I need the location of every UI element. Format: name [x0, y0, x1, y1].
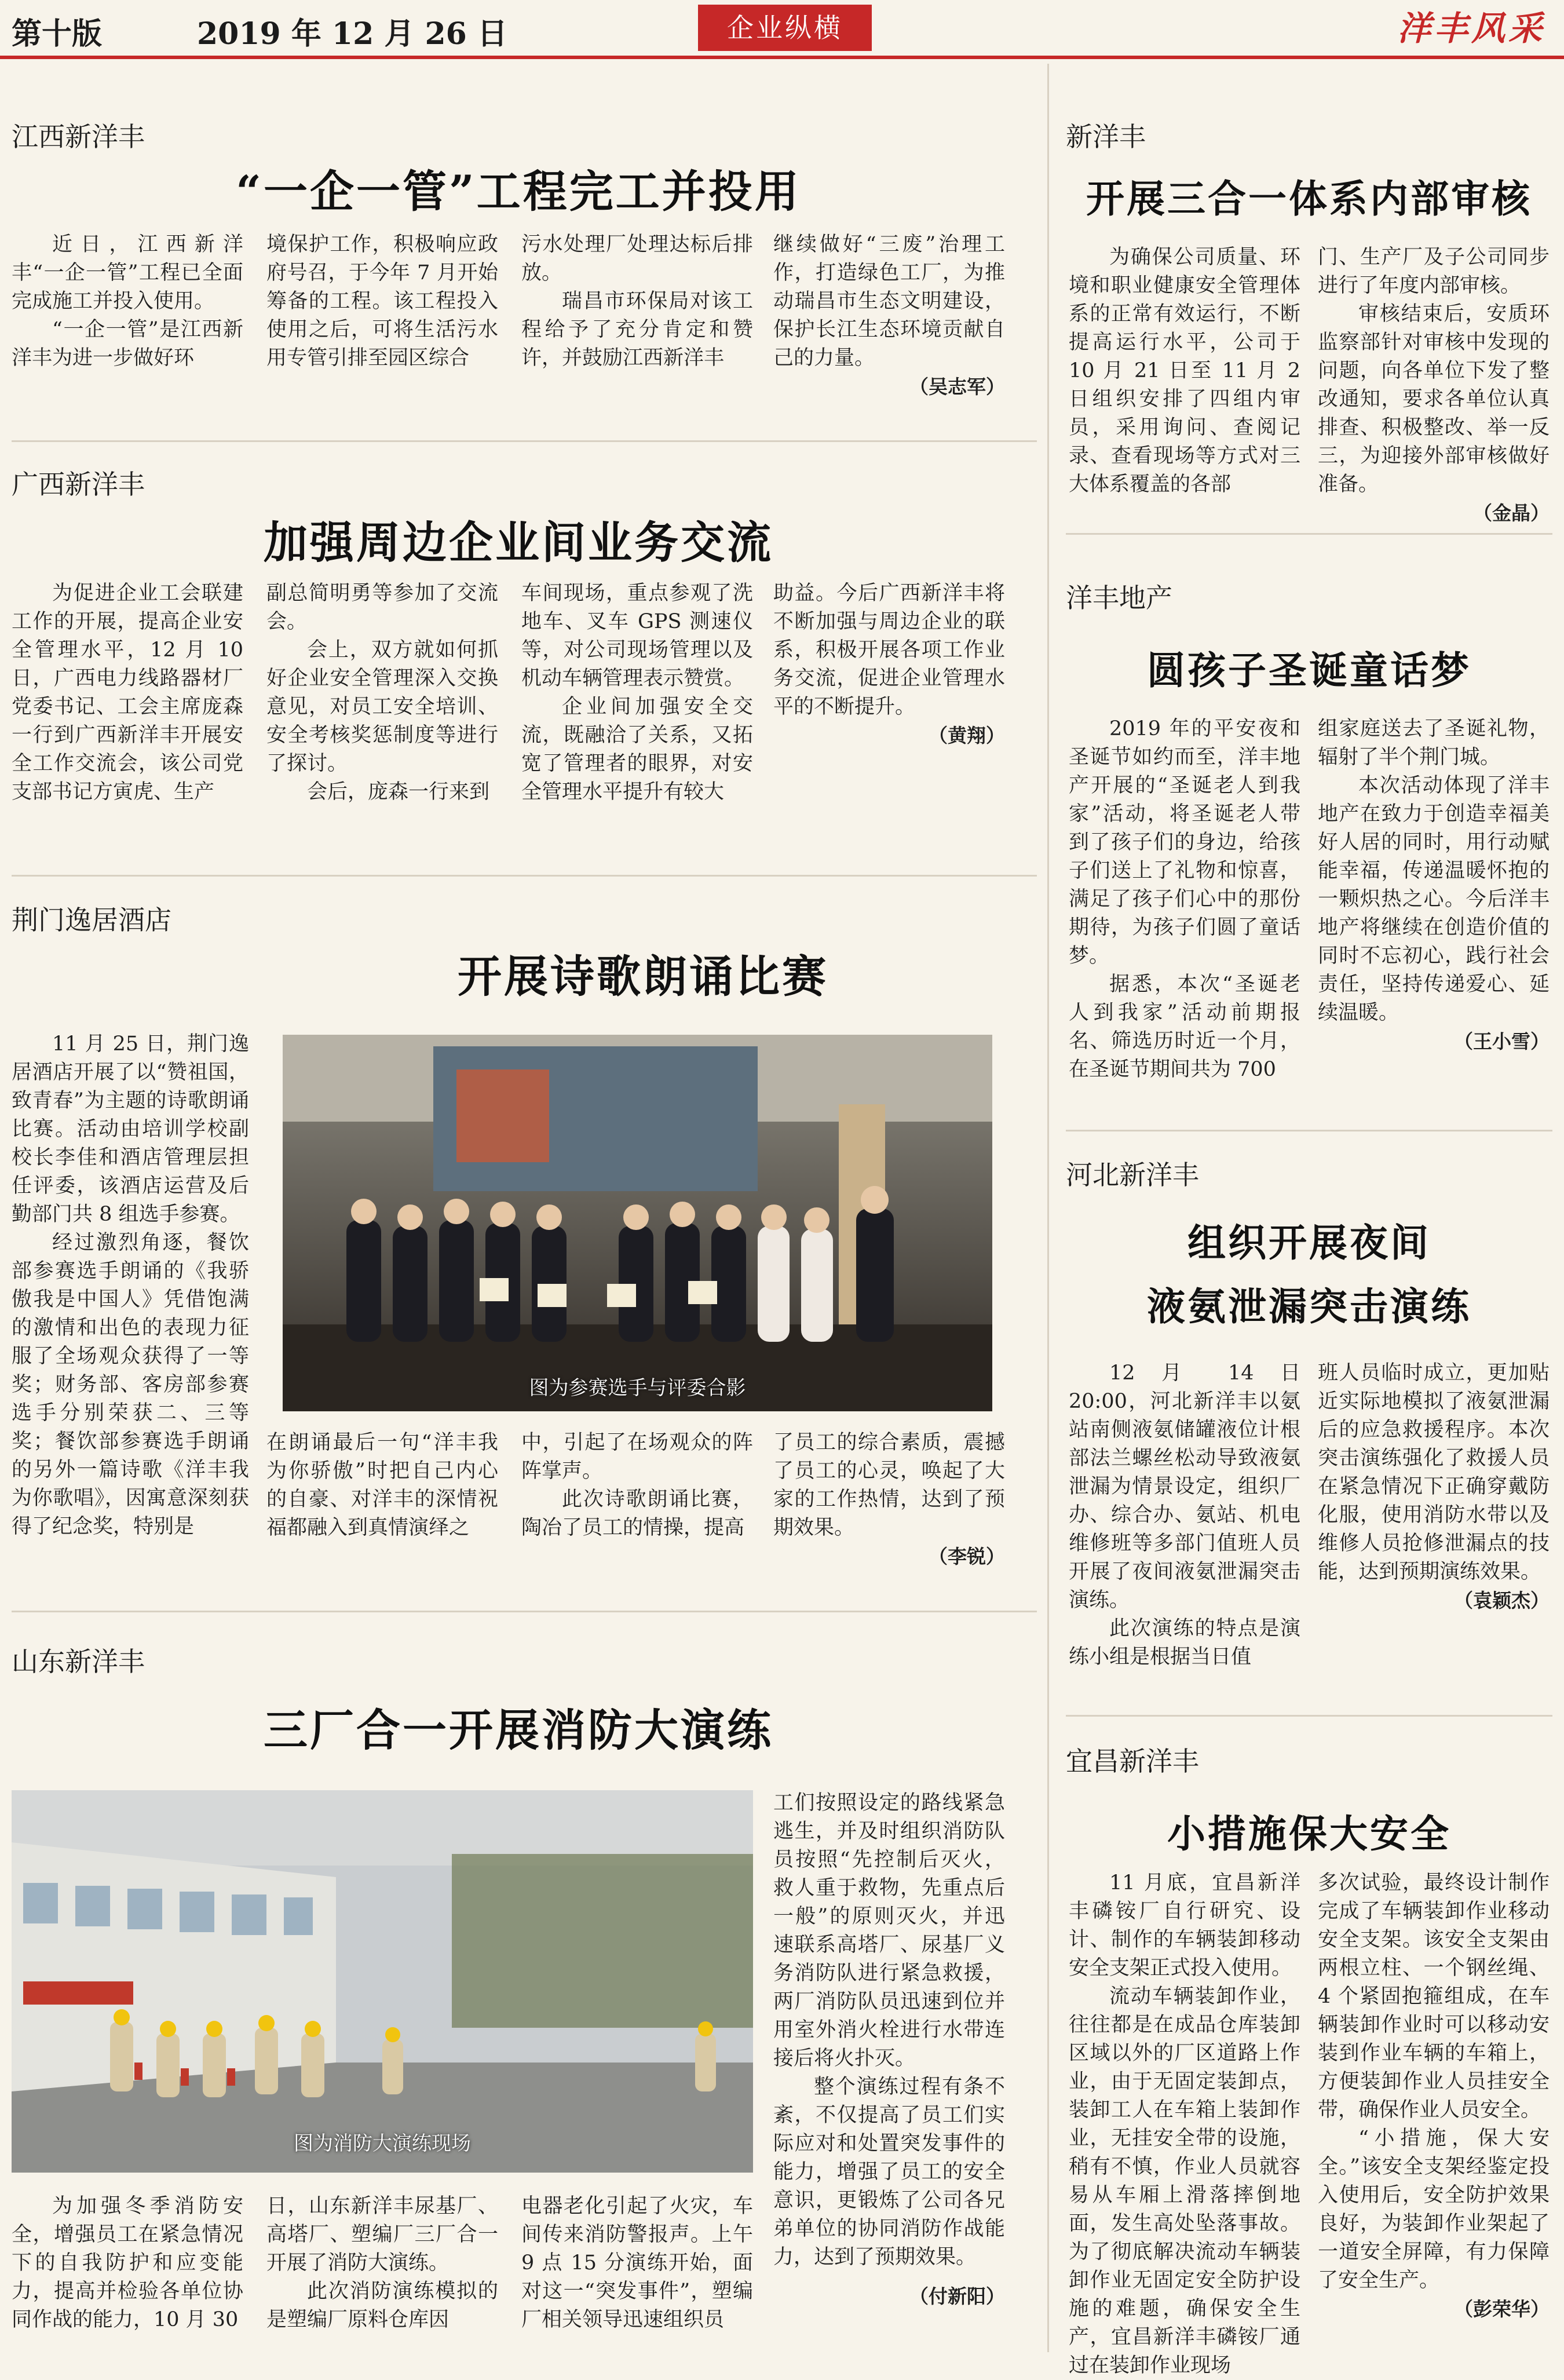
hebei-byline: （袁颖杰） [1454, 1589, 1550, 1612]
jiangxi-kicker: 江西新洋丰 [12, 121, 145, 152]
xinyangfeng-headline: 开展三合一体系内部审核 [1086, 176, 1532, 221]
hebei-col-2: 班人员临时成立，更加贴近实际地模拟了液氨泄漏后的应急救援程序。本次突击演练强化了救援人员在紧急情况下正确穿戴防化服，使用消防水带以及维修人员抢修泄漏点的技能，达到预期演练效果。 （袁颖杰） [1318, 1359, 1550, 1615]
xinyangfeng-kicker: 新洋丰 [1066, 121, 1146, 152]
jiangxi-col-1: 近日，江西新洋丰“一企一管”工程已全面完成施工并投入使用。 “一企一管”是江西新洋丰为进一步做好环 [12, 233, 243, 370]
section-rule [1066, 1715, 1552, 1717]
shandong-col-4: 工们按照设定的路线紧急逃生，并及时组织消防队员按照“先控制后灭火，救人重于救物，先重点后一般”的原则灭火，并迅速联系高塔厂、尿基厂义务消防队进行紧急救援，两厂消防队员迅速到位并用室外消火栓进行水带连接后将火扑灭。 整个演练过程有条不紊，不仅提高了员工们实际应对和处置突发事件的能力，增强了员工的安全意识，更锻炼了公司各兄弟单位的协同消防作战能力，达到了预期效果。 （付新阳） [773, 1789, 1005, 2310]
realestate-col-1: 2019 年的平安夜和圣诞节如约而至，洋丰地产开展的“圣诞老人到我家”活动，将圣诞老人带到了孩子们的身边，给孩子们送上了礼物和惊喜，满足了孩子们心中的那份期待，为孩子们圆了童话梦。 据悉，本次“圣诞老人到我家”活动前期报名、筛选历时近一个月，在圣诞节期间共为 700 [1069, 717, 1300, 1081]
jiangxi-col-2: 境保护工作，积极响应政府号召，于今年 7 月开始筹备的工程。该工程投入使用之后，可将生活污水用专管引排至园区综合 [266, 233, 498, 370]
section-rule [12, 875, 1037, 877]
hebei-col-1: 12 月 14 日 20:00，河北新洋丰以氨站南侧液氨储罐液位计根部法兰螺丝松动导致液氨泄漏为情景设定，组织厂办、综合办、氨站、机电维修班等多部门值班人员开展了夜间液氨泄漏突击演练。 此次演练的特点是演练小组是根据当日值 [1069, 1361, 1300, 1669]
guangxi-headline: 加强周边企业间业务交流 [264, 517, 773, 568]
poetry-contest-photo [283, 1035, 992, 1411]
issue-date: 2019 年 12 月 26 日 [197, 16, 507, 52]
fire-drill-photo [12, 1790, 753, 2173]
realestate-byline: （王小雪） [1454, 1030, 1550, 1053]
guangxi-byline: （黄翔） [929, 724, 1005, 747]
shandong-col-2: 日，山东新洋丰尿基厂、高塔厂、塑编厂三厂合一开展了消防大演练。 此次消防演练模拟的是塑编厂原料仓库因 [266, 2195, 498, 2331]
section-rule [1066, 533, 1552, 535]
section-rule [1066, 1130, 1552, 1131]
column-divider [1047, 64, 1049, 2352]
jingmen-col-4: 了员工的综合素质，震撼了员工的心灵，唤起了大家的工作热情，达到了预期效果。 （李锐） [773, 1429, 1005, 1571]
xinyangfeng-byline: （金晶） [1473, 502, 1550, 524]
shandong-col-3: 电器老化引起了火灾，车间传来消防警报声。上午 9 点 15 分演练开始，面对这一“突发事件”，塑编厂相关领导迅速组织员 [521, 2195, 753, 2331]
xinyangfeng-col-2: 门、生产厂及子公司同步进行了年度内部审核。 审核结束后，安质环监察部针对审核中发现的问题，向各单位下发了整改通知，要求各单位认真排查、积极整改、举一反三，为迎接外部审核做好准备。 （金晶） [1318, 243, 1550, 527]
jingmen-col-2: 在朗诵最后一句“洋丰我为你骄傲”时把自己内心的自豪、对洋丰的深情祝福都融入到真情演绎之 [266, 1431, 498, 1539]
masthead [0, 0, 1564, 58]
hebei-kicker: 河北新洋丰 [1066, 1159, 1199, 1191]
yichang-kicker: 宜昌新洋丰 [1066, 1746, 1199, 1777]
realestate-kicker: 洋丰地产 [1066, 582, 1172, 614]
page-number: 第十版 [12, 16, 103, 52]
guangxi-col-2: 副总简明勇等参加了交流会。 会上，双方就如何抓好企业安全管理深入交换意见，对员工安全培训、安全考核奖惩制度等进行了探讨。 会后，庞森一行来到 [266, 582, 498, 804]
masthead-rule [0, 56, 1564, 59]
shandong-byline: （付新阳） [909, 2285, 1005, 2308]
yichang-col-2: 多次试验，最终设计制作完成了车辆装卸作业移动安全支架。该安全支架由两根立柱、一个钢丝绳、4 个紧固抱箍组成，在车辆装卸作业时可以移动安装到作业车辆的车箱上，方便装卸作业人员挂安全带，确保作业人员安全。 “小措施，保大安全。”该安全支架经鉴定投入使用后，安全防护效果良好，为装卸作业架起了一道安全屏障，有力保障了安全生产。 （彭荣华） [1318, 1869, 1550, 2323]
publication-logo: 洋丰风采 [1397, 9, 1545, 48]
jingmen-col-1: 11 月 25 日，荆门逸居酒店开展了以“赞祖国，致青春”为主题的诗歌朗诵比赛。活动由培训学校副校长李佳和酒店管理层担任评委，该酒店运营及后勤部门共 8 组选手参赛。 经过激烈角逐，餐饮部参赛选手朗诵的《我骄傲我是中国人》凭借饱满的激情和出色的表现力征服了全场观众获得了一等奖；财务部、客房部参赛选手分别荣获二、三等奖；餐饮部参赛选手朗诵的另外一篇诗歌《洋丰我为你歌唱》，因寓意深刻获得了纪念奖，特别是 [12, 1032, 249, 1538]
jiangxi-col-4: 继续做好“三废”治理工作，打造绿色工厂，为推动瑞昌市生态文明建设，保护长江生态环境贡献自己的力量。 （吴志军） [773, 231, 1005, 401]
realestate-col-2: 组家庭送去了圣诞礼物，辐射了半个荆门城。 本次活动体现了洋丰地产在致力于创造幸福美好人居的同时，用行动赋能幸福，传递温暖怀抱的一颗炽热之心。今后洋丰地产将继续在创造价值的同时不忘初心，践行社会责任，坚持传递爱心、延续温暖。 （王小雪） [1318, 715, 1550, 1056]
jingmen-photo-caption: 图为参赛选手与评委合影 [529, 1377, 746, 1400]
jingmen-headline: 开展诗歌朗诵比赛 [458, 951, 828, 1002]
section-rule [12, 440, 1037, 442]
realestate-headline: 圆孩子圣诞童话梦 [1147, 648, 1471, 693]
jiangxi-headline: “一企一管”工程完工并投用 [236, 166, 801, 217]
jingmen-byline: （李锐） [929, 1545, 1005, 1568]
fire-drill-illustration [12, 1790, 753, 2173]
guangxi-col-1: 为促进企业工会联建工作的开展，提高企业安全管理水平，12 月 10 日，广西电力线路器材厂党委书记、工会主席庞森一行到广西新洋丰开展安全工作交流会，该公司党支部书记方寅虎、生产 [12, 582, 243, 804]
hebei-headline-line-2: 液氨泄漏突击演练 [1147, 1284, 1471, 1329]
jiangxi-col-3: 污水处理厂处理达标后排放。 瑞昌市环保局对该工程给予了充分肯定和赞许，并鼓励江西新洋丰 [521, 233, 753, 370]
jingmen-col-3: 中，引起了在场观众的阵阵掌声。 此次诗歌朗诵比赛，陶冶了员工的情操，提高 [521, 1431, 753, 1539]
shandong-col-1: 为加强冬季消防安全，增强员工在紧急情况下的自我防护和应变能力，提高并检验各单位协同作战的能力，10 月 30 [12, 2195, 243, 2331]
section-rule [12, 1611, 1037, 1612]
hebei-headline-line-1: 组织开展夜间 [1187, 1220, 1431, 1265]
guangxi-kicker: 广西新洋丰 [12, 469, 145, 500]
shandong-headline: 三厂合一开展消防大演练 [264, 1704, 773, 1756]
xinyangfeng-col-1: 为确保公司质量、环境和职业健康安全管理体系的正常有效运行，不断提高运行水平，公司于 10 月 21 日至 11 月 2 日组织安排了四组内审员，采用询问、查阅记录、查看现场等方式对三大体系覆盖的各部 [1069, 246, 1300, 496]
guangxi-col-3: 车间现场，重点参观了洗地车、叉车 GPS 测速仪等，对公司现场管理以及机动车辆管理表示赞赏。 企业间加强安全交流，既融洽了关系，又拓宽了管理者的眼界，对安全管理水平提升有较大 [521, 582, 753, 804]
hebei-headline [1066, 1211, 1552, 1338]
shandong-kicker: 山东新洋丰 [12, 1646, 145, 1677]
guangxi-col-4: 助益。今后广西新洋丰将不断加强与周边企业的联系，积极开展各项工作业务交流，促进企业管理水平的不断提升。 （黄翔） [773, 579, 1005, 750]
yichang-headline: 小措施保大安全 [1167, 1811, 1451, 1856]
jingmen-kicker: 荆门逸居酒店 [12, 904, 171, 936]
section-badge: 企业纵横 [698, 5, 872, 51]
jiangxi-byline: （吴志军） [909, 375, 1005, 398]
group-photo-illustration [283, 1035, 992, 1411]
yichang-byline: （彭荣华） [1454, 2298, 1550, 2320]
yichang-col-1: 11 月底，宜昌新洋丰磷铵厂自行研究、设计、制作的车辆装卸移动安全支架正式投入使用。 流动车辆装卸作业，往往都是在成品仓库装卸区域以外的厂区道路上作业，由于无固定装卸点，装卸工人在车箱上装卸作业，无挂安全带的设施，稍有不慎，作业人员就容易从车厢上滑落摔倒地面，发生高处坠落事故。为了彻底解决流动车辆装卸作业无固定安全防护设施的难题，确保安全生产，宜昌新洋丰磷铵厂通过在装卸作业现场 [1069, 1871, 1300, 2377]
shandong-photo-caption: 图为消防大演练现场 [294, 2132, 471, 2155]
